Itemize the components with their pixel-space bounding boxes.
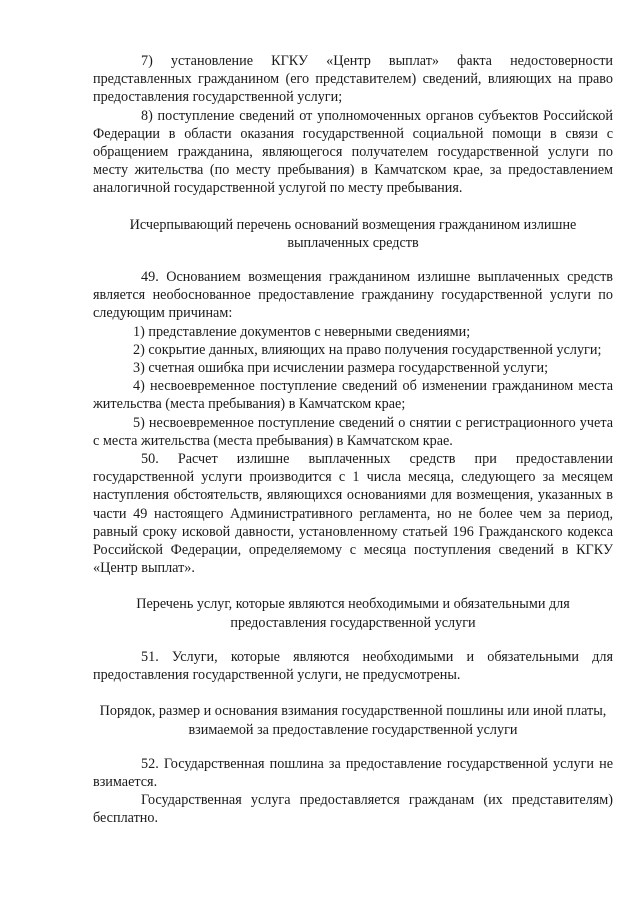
- reason-2: 2) сокрытие данных, влияющих на право получения государственной услуги;: [133, 341, 602, 358]
- paragraph-49: 49. Основанием возмещения гражданином излишне выплаченных средств является необоснованное предоставление гражданину государственной услуги по следующим причинам:: [93, 269, 613, 322]
- section-heading-refund-grounds: Исчерпывающий перечень оснований возмещения гражданином излишне выплаченных средств: [129, 216, 577, 251]
- document-page: [93, 52, 613, 828]
- paragraph-50: 50. Расчет излишне выплаченных средств при предоставлении государственной услуги производится с 1 числа месяца, следующего за месяцем наступления обстоятельств, являющихся основаниями для возмещения, указанных в части 49 настоящего Административного регламента, но не более чем за период, равный сроку исковой давности, установленному статьей 196 Гражданского кодекса Российской Федерации, определяемому с месяца поступления сведений в КГКУ «Центр выплат».: [93, 451, 613, 577]
- paragraph-51: 51. Услуги, которые являются необходимыми и обязательными для предоставления государственной услуги, не предусмотрены.: [93, 648, 613, 684]
- paragraph-52: 52. Государственная пошлина за предоставление государственной услуги не взимается.: [93, 755, 613, 790]
- section-heading-state-fee: Порядок, размер и основания взимания государственной пошлины или иной платы, взимаемой за предоставление государственной услуги: [99, 703, 607, 738]
- paragraph-52-free: Государственная услуга предоставляется гражданам (их представителям) бесплатно.: [93, 792, 613, 827]
- item-7: 7) установление КГКУ «Центр выплат» факта недостоверности представленных гражданином (его представителем) сведений, влияющих на право предоставления государственной услуги;: [93, 53, 613, 106]
- reason-1: 1) представление документов с неверными сведениями;: [133, 323, 471, 340]
- reason-5: 5) несвоевременное поступление сведений о снятии с регистрационного учета с места жительства (места пребывания) в Камчатском крае.: [93, 414, 613, 449]
- item-8: 8) поступление сведений от уполномоченных органов субъектов Российской Федерации в области оказания государственной социальной помощи в связи с обращением гражданина, являющегося получателем государственной услуги по месту жительства (по месту пребывания) в Камчатском крае, за предоставлением аналогичной государственной услугой по месту пребывания.: [93, 107, 613, 197]
- reason-4: 4) несвоевременное поступление сведений об изменении гражданином места жительства (места пребывания) в Камчатском крае;: [93, 378, 613, 413]
- section-heading-required-services: Перечень услуг, которые являются необходимыми и обязательными для предоставления государственной услуги: [136, 596, 570, 631]
- reason-3: 3) счетная ошибка при исчислении размера государственной услуги;: [133, 360, 549, 377]
